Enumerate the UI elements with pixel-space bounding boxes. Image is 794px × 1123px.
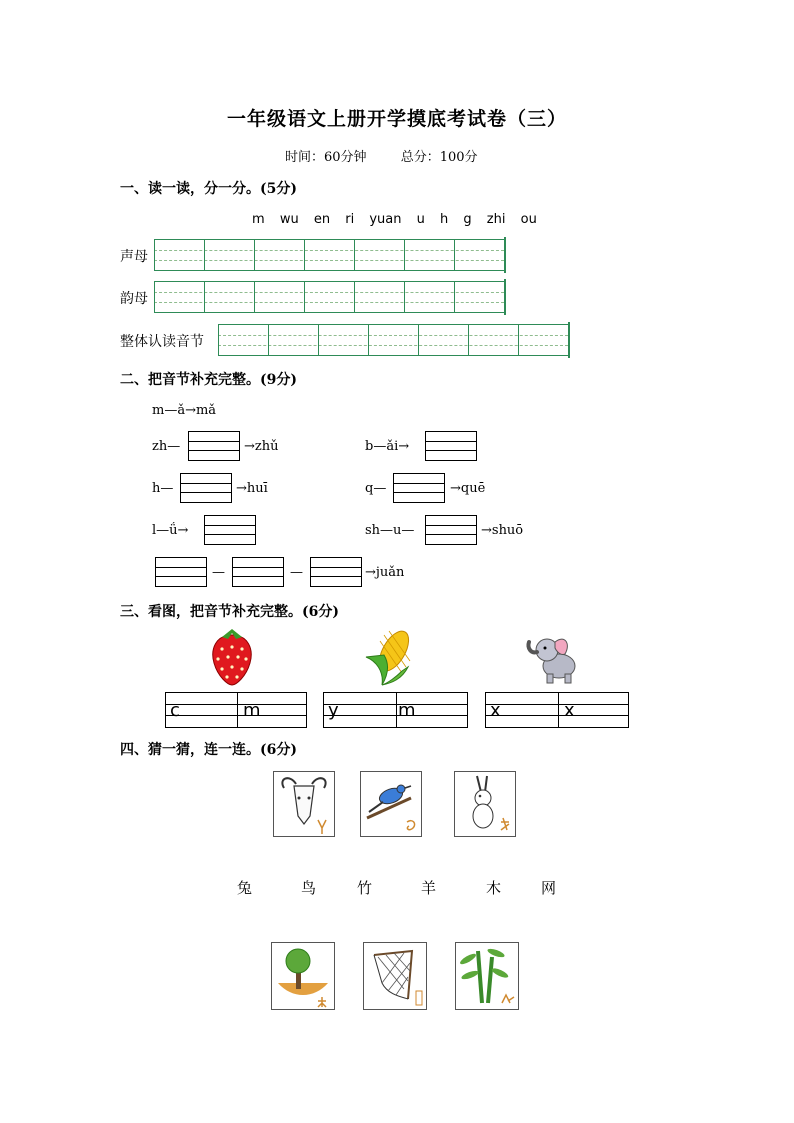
item-q-result: →quē (450, 481, 486, 496)
item-zh-prefix: zh— (152, 439, 181, 454)
dash: — (212, 565, 225, 580)
answer-box[interactable] (180, 473, 232, 503)
total-score: 总分：100分 (400, 150, 478, 165)
pinyin-item: yuan (369, 212, 402, 227)
goat-oracle-icon[interactable] (273, 771, 335, 837)
answer-box[interactable] (204, 515, 256, 545)
syllable-box-strawberry[interactable] (165, 692, 307, 728)
syllable-box-corn[interactable] (323, 692, 468, 728)
item-sh-prefix: sh—u— (365, 523, 415, 538)
pinyin-item: ou (520, 212, 537, 227)
elephant-icon (525, 628, 583, 686)
tree-oracle-icon[interactable] (271, 942, 335, 1010)
answer-box[interactable] (393, 473, 445, 503)
finals-label: 韵母 (120, 291, 148, 307)
pinyin-item: en (313, 212, 331, 227)
whole-syllable-label: 整体认读音节 (120, 334, 204, 350)
item-h-prefix: h— (152, 481, 174, 496)
example-syllable: m—ǎ→mǎ (152, 403, 217, 418)
answer-box[interactable] (425, 515, 477, 545)
item-l-prefix: l—ǘ→ (152, 523, 189, 538)
word-yang[interactable]: 羊 (421, 879, 437, 897)
answer-box[interactable] (188, 431, 240, 461)
net-oracle-icon[interactable] (363, 942, 427, 1010)
section3-heading: 三、看图，把音节补充完整。(6分) (120, 604, 339, 620)
initials-label: 声母 (120, 249, 148, 265)
syllable-box-elephant[interactable] (485, 692, 629, 728)
time-limit: 时间：60分钟 (285, 150, 367, 165)
pinyin-item: ri (345, 212, 355, 227)
rabbit-oracle-icon[interactable] (454, 771, 516, 837)
syllable-letter: m (243, 700, 261, 721)
pinyin-item: m (252, 212, 265, 227)
word-tu[interactable]: 兔 (237, 879, 253, 897)
pinyin-item: zhi (486, 212, 506, 227)
syllable-letter: y (328, 700, 339, 721)
exam-meta (285, 146, 478, 165)
initials-writing-grid[interactable] (154, 239, 504, 271)
bird-oracle-icon[interactable] (360, 771, 422, 837)
whole-syllable-writing-grid[interactable] (218, 324, 568, 356)
pinyin-item: h (440, 212, 449, 227)
item-h-result: →huī (236, 481, 268, 496)
answer-box[interactable] (425, 431, 477, 461)
strawberry-icon (208, 627, 256, 687)
item-sh-result: →shuō (481, 523, 524, 538)
syllable-letter: m (398, 700, 416, 721)
page-title: 一年级语文上册开学摸底考试卷（三） (226, 108, 567, 130)
answer-box[interactable] (310, 557, 362, 587)
finals-writing-grid[interactable] (154, 281, 504, 313)
pinyin-item: u (416, 212, 425, 227)
word-wang[interactable]: 网 (541, 879, 557, 897)
word-niao[interactable]: 鸟 (301, 879, 317, 897)
section4-heading: 四、猜一猜，连一连。(6分) (120, 742, 297, 758)
syllable-letter: c (170, 700, 180, 721)
syllable-letter: x (564, 700, 575, 721)
bamboo-oracle-icon[interactable] (455, 942, 519, 1010)
word-zhu[interactable]: 竹 (357, 879, 373, 897)
item-zh-result: →zhǔ (244, 439, 279, 454)
item-juan-result: →juǎn (365, 565, 405, 580)
answer-box[interactable] (232, 557, 284, 587)
section2-heading: 二、把音节补充完整。(9分) (120, 372, 297, 388)
corn-icon (362, 627, 414, 687)
item-q-prefix: q— (365, 481, 387, 496)
pinyin-item: wu (279, 212, 299, 227)
pinyin-list (252, 212, 548, 227)
item-b-prefix: b—ǎi→ (365, 439, 410, 454)
syllable-letter: x (490, 700, 501, 721)
word-mu[interactable]: 木 (486, 879, 502, 897)
pinyin-item: g (463, 212, 472, 227)
section1-heading: 一、读一读，分一分。(5分) (120, 181, 297, 197)
answer-box[interactable] (155, 557, 207, 587)
dash: — (290, 565, 303, 580)
